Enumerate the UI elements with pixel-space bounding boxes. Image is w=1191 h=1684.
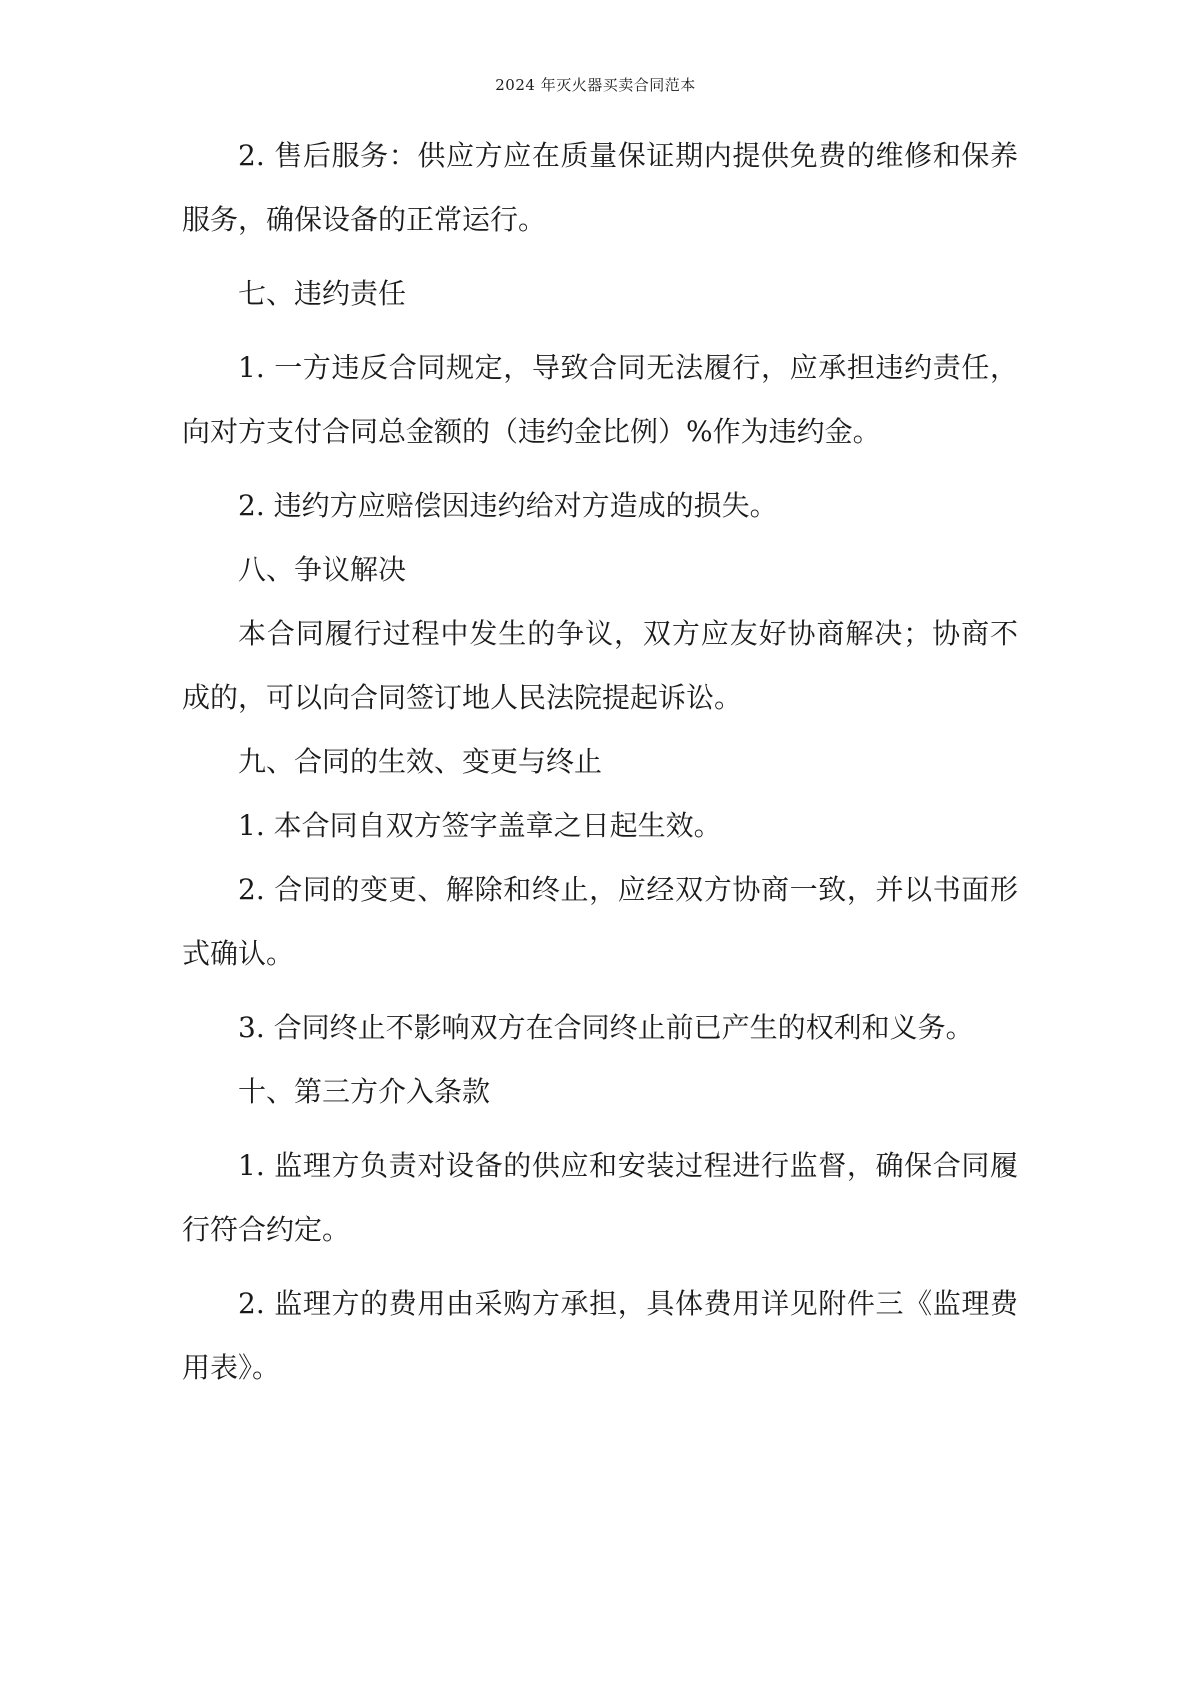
section-heading-effect: 九、合同的生效、变更与终止 [238, 745, 603, 778]
clause-breach-2: 2. 违约方应赔偿因违约给对方造成的损失。 [238, 489, 778, 522]
section-heading-breach: 七、违约责任 [238, 277, 407, 310]
clause-dispute: 本合同履行过程中发生的争议，双方应友好协商解决；协商不成的，可以向合同签订地人民法院提起诉讼。 [182, 617, 1018, 714]
clause-breach-1: 1. 一方违反合同规定，导致合同无法履行，应承担违约责任，向对方支付合同总金额的（违约金比例）%作为违约金。 [182, 351, 1018, 448]
document-body [182, 124, 1018, 1400]
clause-effect-2: 2. 合同的变更、解除和终止，应经双方协商一致，并以书面形式确认。 [182, 873, 1018, 970]
page-header: 2024 年灭火器买卖合同范本 [495, 76, 696, 94]
clause-third-party-1: 1. 监理方负责对设备的供应和安装过程进行监督，确保合同履行符合约定。 [182, 1149, 1018, 1246]
clause-after-sales: 2. 售后服务：供应方应在质量保证期内提供免费的维修和保养服务，确保设备的正常运行。 [182, 139, 1018, 236]
clause-effect-1: 1. 本合同自双方签字盖章之日起生效。 [238, 809, 722, 842]
clause-third-party-2: 2. 监理方的费用由采购方承担，具体费用详见附件三《监理费用表》。 [182, 1287, 1018, 1384]
section-heading-dispute: 八、争议解决 [238, 553, 407, 586]
clause-effect-3: 3. 合同终止不影响双方在合同终止前已产生的权利和义务。 [238, 1011, 974, 1044]
section-heading-third-party: 十、第三方介入条款 [238, 1075, 491, 1108]
